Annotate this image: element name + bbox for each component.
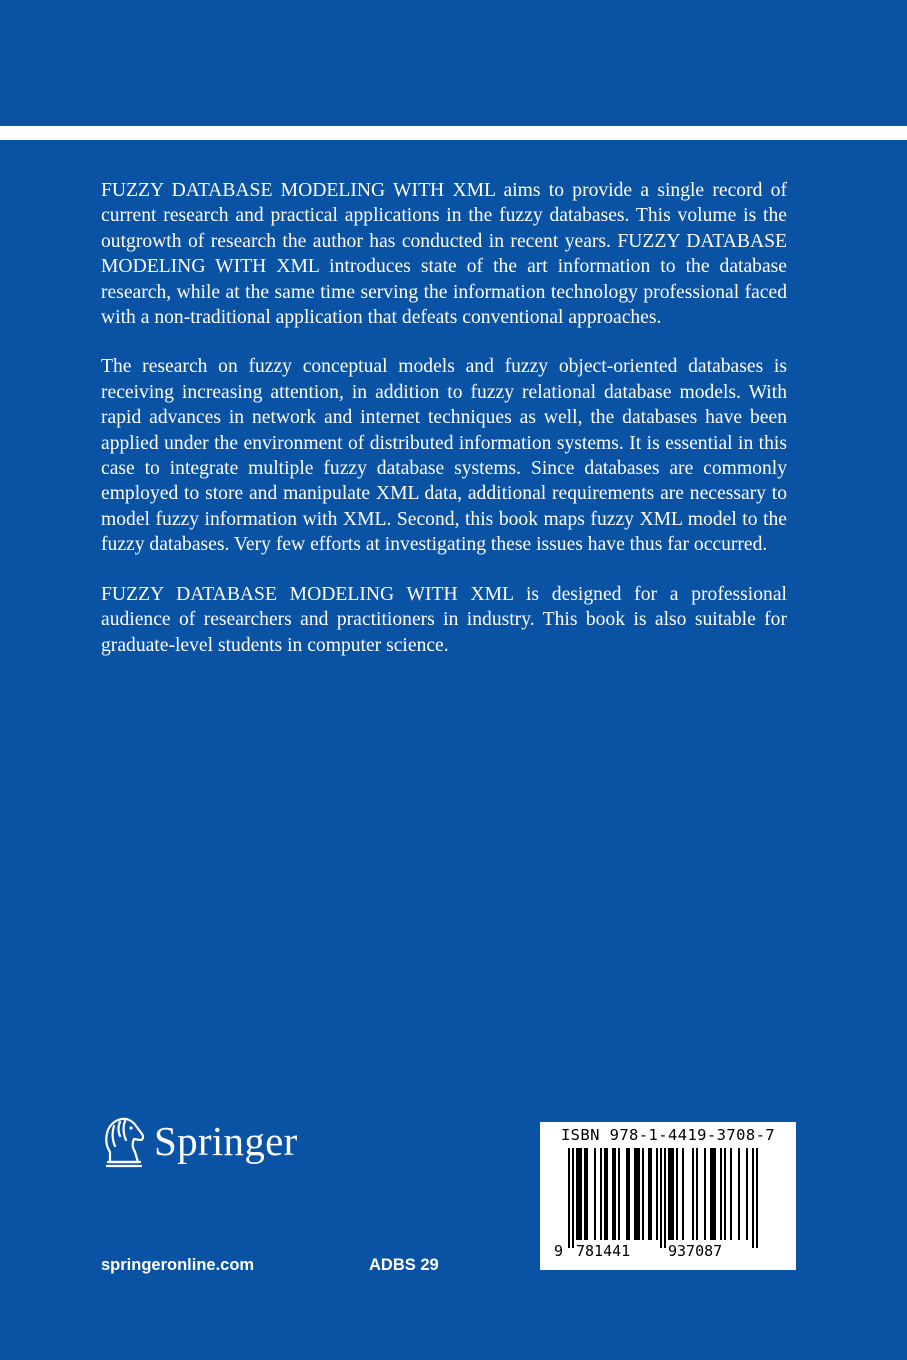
- barcode-bar: [650, 1148, 652, 1240]
- barcode-bar: [714, 1148, 716, 1240]
- barcode-bar: [626, 1148, 628, 1240]
- barcode-bar: [668, 1148, 670, 1240]
- top-band: [0, 0, 907, 126]
- barcode-bar: [636, 1148, 638, 1240]
- publisher-name: Springer: [154, 1117, 298, 1164]
- barcode-bar: [572, 1148, 574, 1248]
- blurb-paragraph-3: FUZZY DATABASE MODELING WITH XML is designed for a professional audience of researchers and practitioners in industry. This book is also suitable for graduate-level students in computer science.: [101, 583, 787, 656]
- barcode-bar: [594, 1148, 596, 1240]
- blurb-paragraph-1: FUZZY DATABASE MODELING WITH XML aims to provide a single record of current research and practical applications in the fuzzy databases. This volume is the outgrowth of research the author has conducted in recent years. FUZZY DATABASE MODELING WITH XML introduces state of the art information to the database research, while at the same time serving the information technology professional faced with a non-traditional application that defeats conventional approaches.: [101, 180, 787, 329]
- barcode-digits-left: 781441: [576, 1242, 631, 1260]
- back-cover-blurb: [101, 178, 787, 682]
- barcode-bar: [724, 1148, 726, 1240]
- barcode-bar: [614, 1148, 616, 1240]
- springer-chess-knight-icon: [98, 1112, 150, 1170]
- publisher-website: springeronline.com: [101, 1256, 255, 1274]
- barcode-bar: [696, 1148, 698, 1240]
- barcode-bar: [730, 1148, 732, 1240]
- barcode-bar: [604, 1148, 606, 1240]
- barcode-bar: [692, 1148, 694, 1240]
- barcode-bar: [720, 1148, 722, 1240]
- series-code: ADBS 29: [369, 1256, 439, 1274]
- isbn-barcode: [540, 1122, 796, 1270]
- isbn-label: ISBN 978-1-4419-3708-7: [560, 1126, 776, 1144]
- barcode-bar: [580, 1148, 582, 1240]
- barcode-bar: [612, 1148, 614, 1240]
- barcode-bar: [656, 1148, 658, 1240]
- barcode-digits-right: 937087: [668, 1242, 723, 1260]
- barcode-bar: [676, 1148, 678, 1240]
- barcode-bar: [648, 1148, 650, 1240]
- barcode-bar: [600, 1148, 602, 1240]
- barcode-bar: [682, 1148, 684, 1240]
- white-stripe: [0, 126, 907, 140]
- barcode-bar: [756, 1148, 758, 1248]
- barcode-bar: [634, 1148, 636, 1240]
- barcode-bar: [584, 1148, 586, 1240]
- barcode-bar: [672, 1148, 674, 1240]
- barcode-bar: [704, 1148, 706, 1240]
- barcode-bar: [618, 1148, 620, 1240]
- barcode-bar: [628, 1148, 630, 1240]
- barcode-bar: [660, 1148, 662, 1248]
- blurb-paragraph-2: The research on fuzzy conceptual models and fuzzy object-oriented databases is receiving increasing attention, in addition to fuzzy relational database models. With rapid advances in network and internet techniques as well, the databases have been applied under the environment of distributed information systems. It is essential in this case to integrate multiple fuzzy database systems. Since databases are commonly employed to store and manipulate XML data, additional requirements are necessary to model fuzzy information with XML. Second, this book maps fuzzy XML model to the fuzzy databases. Very few efforts at investigating these issues have thus far occurred.: [101, 356, 787, 556]
- barcode-bar: [642, 1148, 644, 1240]
- barcode-bar: [710, 1148, 712, 1240]
- barcode-bar: [568, 1148, 570, 1248]
- barcode-bar: [664, 1148, 666, 1248]
- barcode-digit-first: 9: [554, 1242, 564, 1260]
- barcode-bar: [578, 1148, 580, 1240]
- barcode-bar: [738, 1148, 740, 1240]
- barcode-graphic: [552, 1148, 784, 1266]
- barcode-bar: [746, 1148, 748, 1240]
- barcode-bar: [586, 1148, 588, 1240]
- barcode-bar: [670, 1148, 672, 1240]
- publisher-logo: [98, 1110, 328, 1172]
- barcode-bar: [638, 1148, 640, 1240]
- barcode-bar: [606, 1148, 608, 1240]
- barcode-bar: [576, 1148, 578, 1240]
- barcode-bar: [712, 1148, 714, 1240]
- barcode-bar: [752, 1148, 754, 1248]
